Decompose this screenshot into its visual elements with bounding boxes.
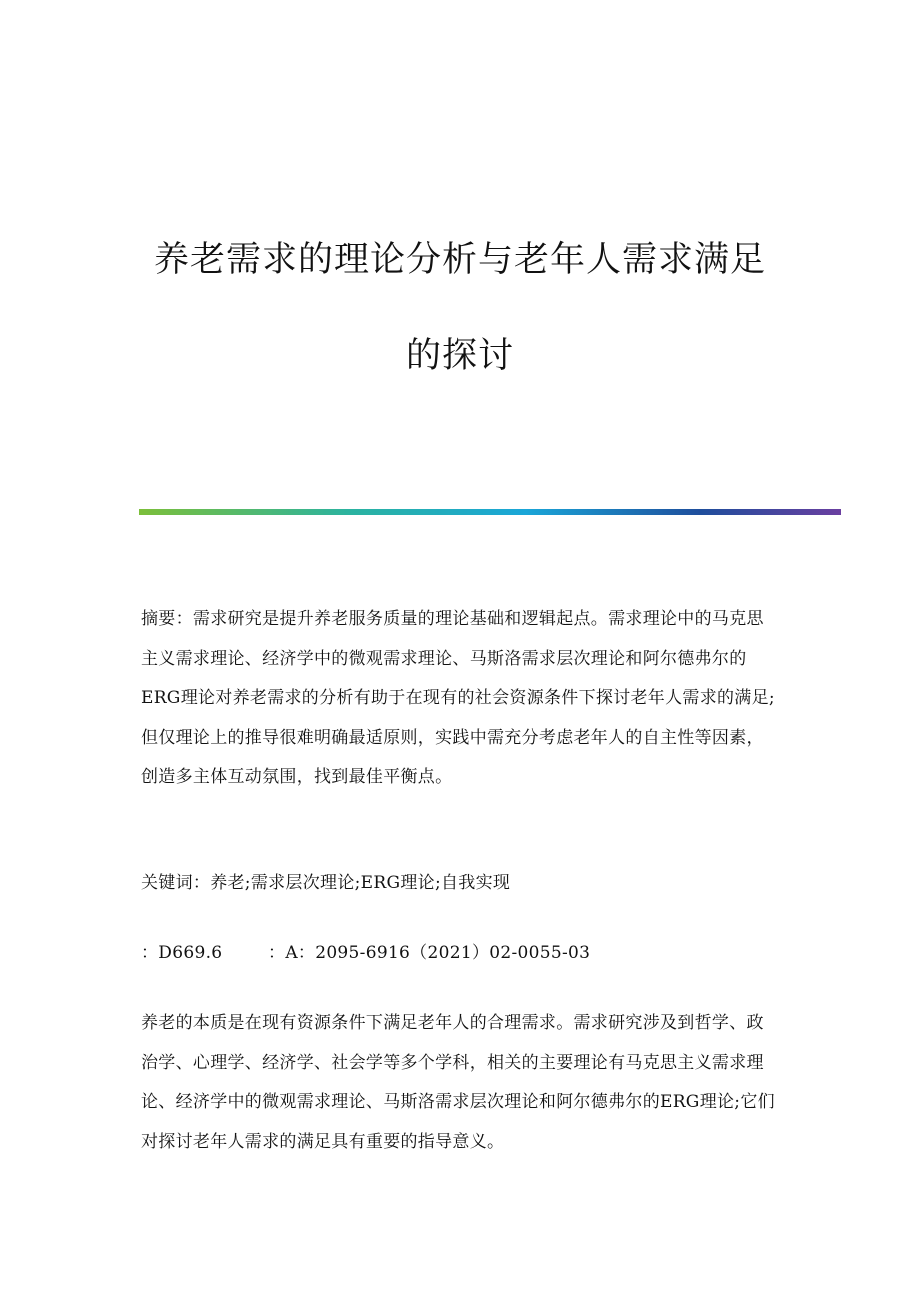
abstract-paragraph: 摘要：需求研究是提升养老服务质量的理论基础和逻辑起点。需求理论中的马克思主义需求理论、经济学中的微观需求理论、马斯洛需求层次理论和阿尔德弗尔的ERG理论对养老需求的分析有助于在现有的社会资源条件下探讨老年人需求的满足;但仅理论上的推导很难明确最适原则，实践中需充分考虑老年人的自主性等因素，创造多主体互动氛围，找到最佳平衡点。 bbox=[141, 609, 775, 787]
keywords-line: 关键词：养老;需求层次理论;ERG理论;自我实现 bbox=[141, 873, 511, 893]
body-paragraph: 养老的本质是在现有资源条件下满足老年人的合理需求。需求研究涉及到哲学、政治学、心理学、经济学、社会学等多个学科，相关的主要理论有马克思主义需求理论、经济学中的微观需求理论、马斯洛需求层次理论和阿尔德弗尔的ERG理论;它们对探讨老年人需求的满足具有重要的指导意义。 bbox=[141, 1013, 775, 1152]
gradient-divider bbox=[139, 509, 841, 515]
classification-line: ：D669.6 ：A：2095-6916（2021）02-0055-03 bbox=[141, 943, 591, 963]
document-title-line-1: 养老需求的理论分析与老年人需求满足 bbox=[153, 240, 766, 280]
document-title-line-2: 的探讨 bbox=[405, 336, 514, 376]
